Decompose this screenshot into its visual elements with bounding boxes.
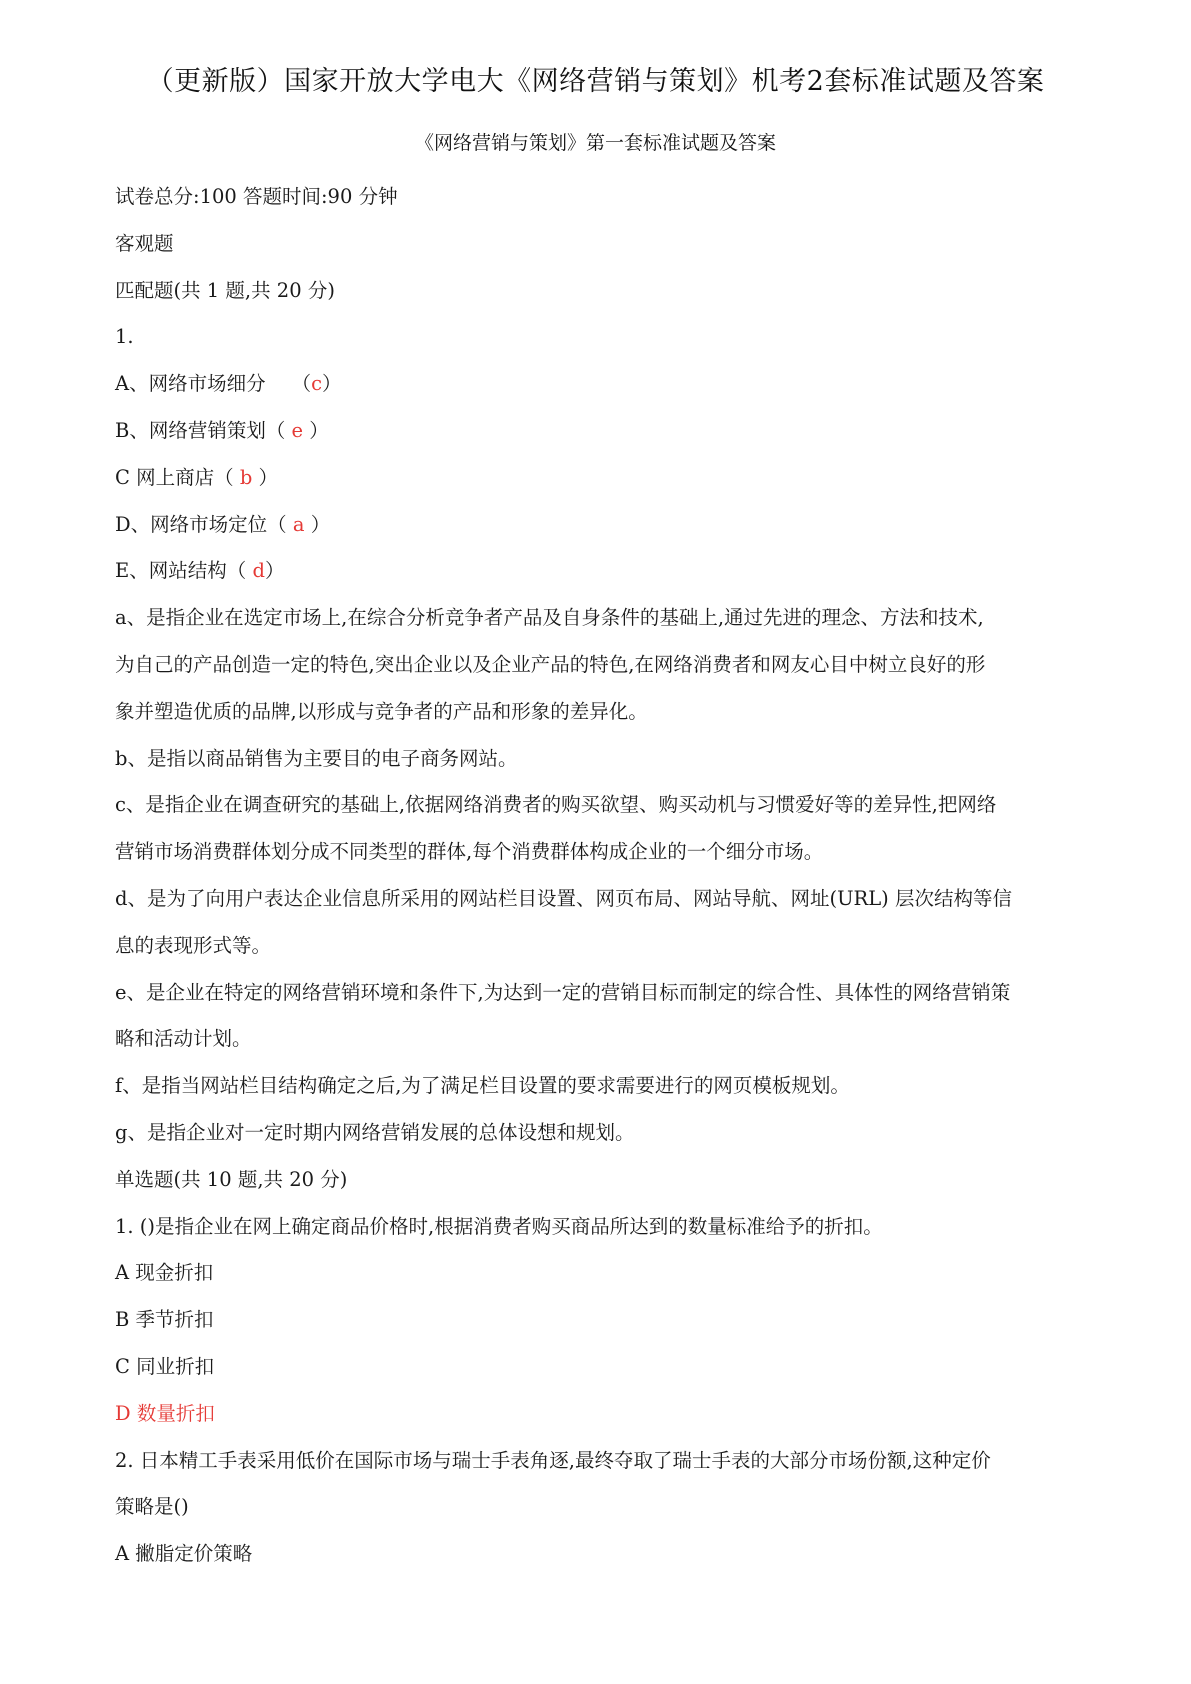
question-1-option-b: B 季节折扣: [115, 1308, 214, 1332]
definition-g: [115, 1110, 1090, 1157]
question-1-stem: 1. ()是指企业在网上确定商品价格时,根据消费者购买商品所达到的数量标准给予的折扣。: [115, 1214, 883, 1238]
match-item-label: D、网络市场定位（: [115, 512, 287, 536]
question-2-stem-line-2: 策略是(): [115, 1495, 189, 1519]
definition-line: 息的表现形式等。: [115, 933, 272, 957]
document-title: （更新版）国家开放大学电大《网络营销与策划》机考2套标准试题及答案: [146, 66, 1045, 97]
matching-number: 1.: [115, 325, 134, 349]
match-answer: a: [292, 512, 305, 536]
question-1-option-a: A 现金折扣: [115, 1261, 214, 1285]
match-item-open: （: [291, 372, 312, 396]
definition-line: g、是指企业对一定时期内网络营销发展的总体设想和规划。: [115, 1120, 635, 1144]
definition-c: [115, 782, 1090, 876]
definition-d: [115, 876, 1090, 970]
matching-heading: 匹配题(共 1 题,共 20 分): [115, 278, 335, 302]
match-item-close: ）: [258, 465, 279, 489]
match-item-b: [115, 408, 1090, 455]
match-item-label: C 网上商店（: [115, 465, 234, 489]
definition-e: [115, 970, 1090, 1064]
definition-f: [115, 1063, 1090, 1110]
match-item-label: E、网站结构（: [115, 559, 247, 583]
question-1-option-c: C 同业折扣: [115, 1354, 215, 1378]
match-answer: d: [252, 559, 265, 583]
single-choice-heading: 单选题(共 10 题,共 20 分): [115, 1167, 348, 1191]
document-subtitle: 《网络营销与策划》第一套标准试题及答案: [414, 132, 776, 154]
question-2-stem-line-1: 2. 日本精工手表采用低价在国际市场与瑞士手表角逐,最终夺取了瑞士手表的大部分市场份额,这种定价: [115, 1448, 991, 1472]
match-item-label: A、网络市场细分: [115, 372, 266, 396]
definition-line: a、是指企业在选定市场上,在综合分析竞争者产品及自身条件的基础上,通过先进的理念、方法和技术,: [115, 606, 984, 630]
definition-a: [115, 595, 1090, 735]
definition-line: c、是指企业在调查研究的基础上,依据网络消费者的购买欲望、购买动机与习惯爱好等的差异性,把网络: [115, 793, 997, 817]
document-body: [115, 174, 1090, 1578]
definition-line: 为自己的产品创造一定的特色,突出企业以及企业产品的特色,在网络消费者和网友心目中树立良好的形: [115, 652, 986, 676]
match-item-e: [115, 548, 1090, 595]
match-answer: c: [311, 372, 323, 396]
exam-info: 试卷总分:100 答题时间:90 分钟: [115, 185, 398, 208]
match-item-d: [115, 502, 1090, 549]
definition-line: 象并塑造优质的品牌,以形成与竞争者的产品和形象的差异化。: [115, 699, 648, 723]
question-1-answer-option: D 数量折扣: [115, 1401, 215, 1425]
match-item-close: ）: [309, 418, 329, 442]
definition-b: [115, 736, 1090, 783]
match-item-close: ）: [322, 372, 342, 396]
question-2-option-a: A 撇脂定价策略: [115, 1542, 253, 1566]
match-answer: b: [239, 465, 253, 489]
match-item-close: ）: [310, 512, 331, 536]
definition-line: e、是企业在特定的网络营销环境和条件下,为达到一定的营销目标而制定的综合性、具体性的网络营销策: [115, 980, 1011, 1004]
section-objective: 客观题: [115, 231, 174, 255]
match-item-c: [115, 455, 1090, 502]
definition-line: d、是为了向用户表达企业信息所采用的网站栏目设置、网页布局、网站导航、网址(URL) 层次结构等信: [115, 886, 1012, 910]
match-item-label: B、网络营销策划（: [115, 418, 286, 442]
definition-line: 略和活动计划。: [115, 1027, 252, 1051]
definition-line: 营销市场消费群体划分成不同类型的群体,每个消费群体构成企业的一个细分市场。: [115, 840, 824, 864]
match-item-close: ）: [264, 559, 285, 583]
definition-line: b、是指以商品销售为主要目的电子商务网站。: [115, 746, 518, 770]
match-answer: e: [291, 418, 304, 442]
match-item-a: [115, 361, 1090, 408]
definition-line: f、是指当网站栏目结构确定之后,为了满足栏目设置的要求需要进行的网页模板规划。: [115, 1074, 850, 1098]
